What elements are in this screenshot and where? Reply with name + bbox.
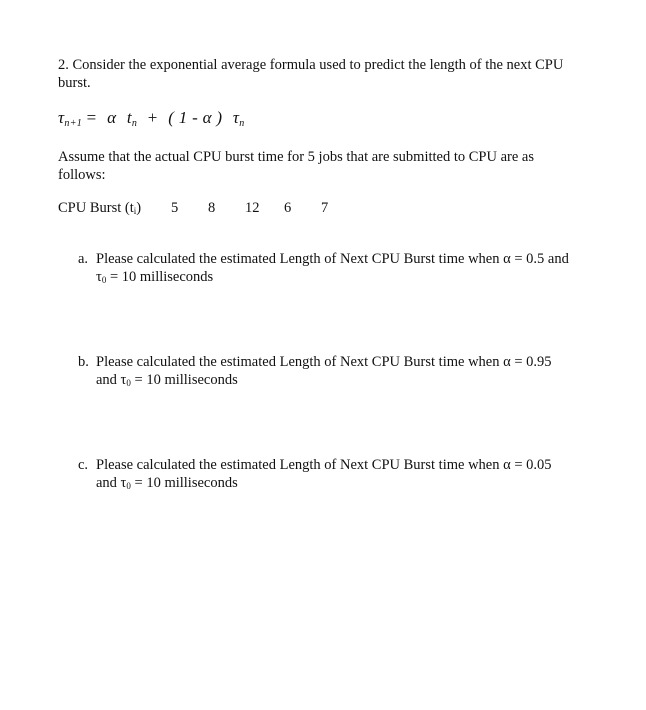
part-a-line1: Please calculated the estimated Length of Next CPU Burst time when α = 0.5 and — [96, 251, 569, 267]
formula-equals: = — [86, 108, 97, 127]
part-b-label: b. — [78, 354, 89, 370]
cpu-burst-label-sub: i — [133, 206, 137, 216]
exponential-average-formula — [58, 108, 245, 129]
formula-lhs: τ — [58, 108, 65, 127]
assume-line1: Assume that the actual CPU burst time for 5 jobs that are submitted to CPU are as — [58, 149, 535, 165]
formula-tau-subscript: n — [239, 118, 245, 129]
burst-value: 6 — [284, 200, 292, 216]
burst-value: 8 — [208, 200, 216, 216]
cpu-burst-label-end: ) — [136, 200, 142, 216]
part-c-line1: Please calculated the estimated Length of Next CPU Burst time when α = 0.05 — [96, 457, 552, 473]
formula-t-subscript: n — [131, 118, 138, 129]
question-intro-line1: 2. Consider the exponential average formula used to predict the length of the next CPU — [58, 57, 564, 73]
part-c-line2: and $\tau_0 = 10$ milliseconds — [96, 475, 238, 491]
formula-tau: τ — [232, 108, 240, 127]
burst-value: 7 — [321, 200, 329, 216]
part-a-label: a. — [78, 251, 89, 267]
formula-plus: + — [147, 108, 158, 127]
formula-alpha: α — [107, 108, 117, 127]
assume-line2: follows: — [58, 167, 106, 183]
formula-paren-expr: ( 1 - α ) — [168, 108, 223, 127]
part-b-line1: Please calculated the estimated Length of Next CPU Burst time when α = 0.95 — [96, 354, 552, 370]
part-b-line2: and $\tau_0 = 10$ milliseconds — [96, 372, 238, 388]
burst-value: 5 — [171, 200, 179, 216]
formula-t: t — [126, 108, 132, 127]
cpu-burst-label-text: CPU Burst (t — [58, 200, 134, 216]
formula-lhs-subscript: n+1 — [64, 118, 83, 129]
part-c-label: c. — [78, 457, 89, 473]
question-intro-line2: burst. — [58, 75, 91, 91]
burst-value: 12 — [245, 200, 260, 216]
cpu-burst-label — [58, 200, 141, 217]
part-a-line2: $\tau_0 = 10$ milliseconds — [96, 269, 214, 285]
